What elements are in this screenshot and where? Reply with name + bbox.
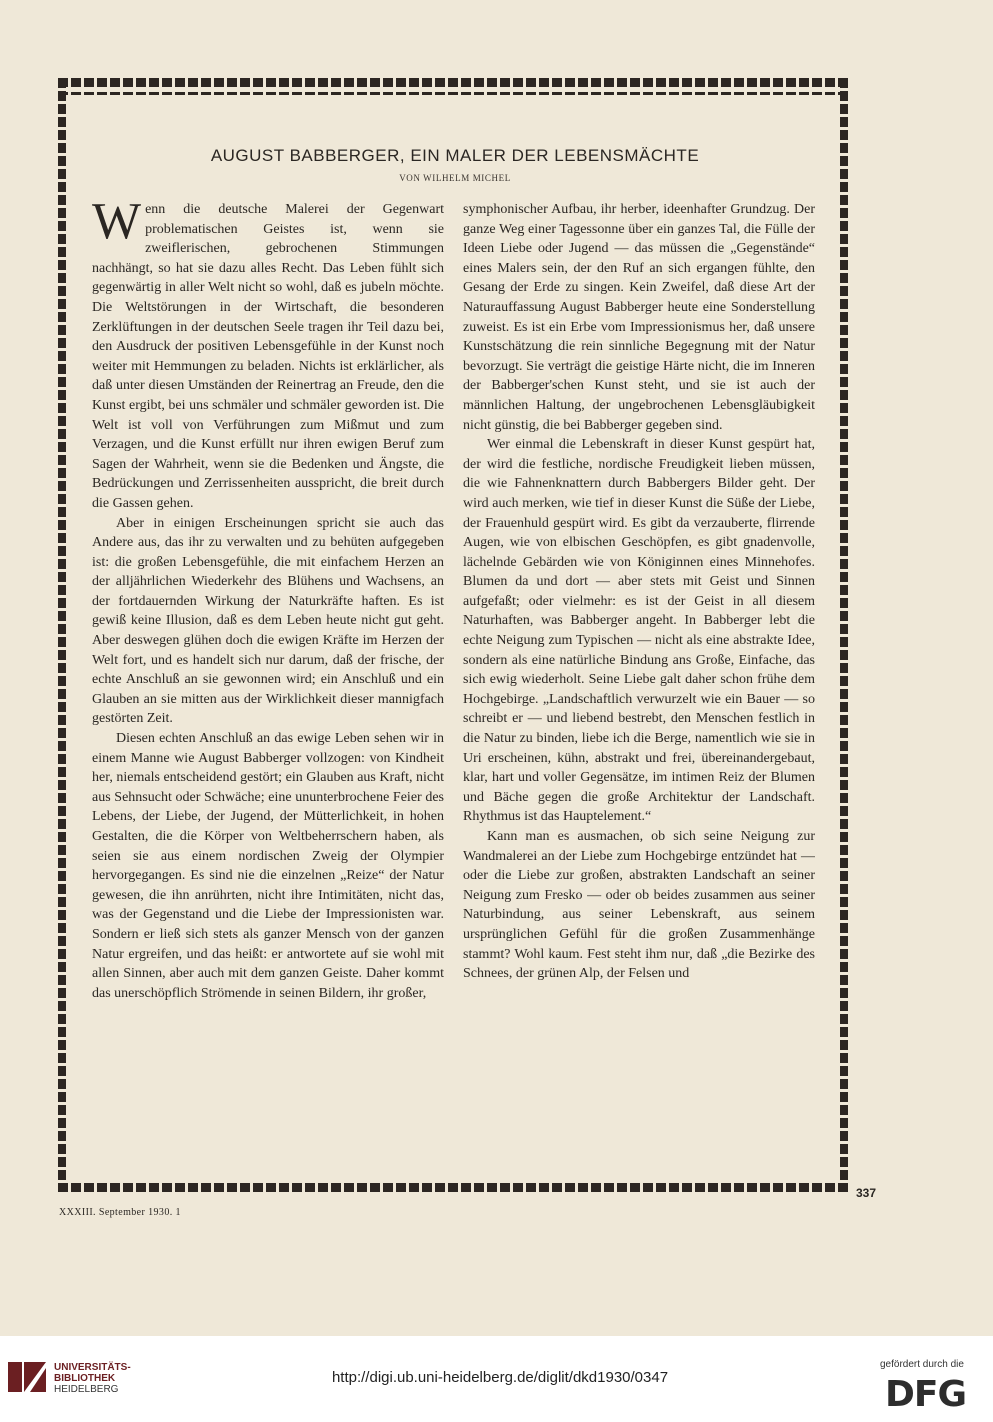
drop-cap: W: [92, 200, 142, 250]
text-column-left: [92, 200, 444, 1175]
paragraph: Wenn die deutsche Malerei der Gegenwart problematischen Geistes ist, wenn sie zweiflerischen, gebrochenen Stimmungen nachhängt, so hat sie dazu alles Recht. Das Leben fühlt sich gegenwärtig in aller Welt nicht so wohl, daß es jubeln möchte. Die Weltstörungen in der Wirtschaft, die besonderen Zerklüftungen in der deutschen Seele tragen ihr Teil dazu bei, den Ausdruck der positiven Lebensgefühle in der Kunst noch weiter mit Hemmungen zu beladen. Nichts ist erklärlicher, als daß unter diesen Umständen der Reinertrag an Freude, den die Kunst ergibt, bei uns schmäler und schmäler geworden ist. Die Welt ist voll von Verführungen zum Mißmut und zum Verzagen, und die Kunst erfüllt nur ihren ewigen Beruf zum Sagen der Wahrheit, wenn sie die Bedenken und Ängste, die Bedrückungen und Zerrissenheiten ausspricht, die breit durch die Gassen gehen.: [92, 200, 444, 511]
volume-line: XXXIII. September 1930. 1: [59, 1207, 181, 1218]
text-column-right: [463, 200, 815, 1175]
university-seal-icon: [6, 1356, 48, 1398]
paragraph: symphonischer Aufbau, ihr herber, ideenhafter Grundzug. Der ganze Weg einer Tagessonne über ein ganzes Tal, die Fülle der Ideen Liebe oder Jugend — das müssen die „Gegenstände“ eines Malers sein, der den Ruf an sich ergangen fühlte, den Gesang der Erde zu singen. Kein Zweifel, daß diese Art der Naturauffassung August Babberger heute eine Sonderstellung zuweist. Es ist ein Erbe vom Impressionismus her, daß unsere Kunstschätzung die rein sinnliche Begegnung mit der Natur bevorzugt. Sie verträgt die geistige Härte nicht, die im Inneren der Babberger'schen Kunst steht, und sie ist auch der männlichen Haltung, der ungebrochenen Lebensgläubigkeit nicht günstig, die bei Babberger gegeben sind.: [463, 202, 815, 433]
viewer-footer: [0, 1336, 993, 1422]
page-number: 337: [856, 1186, 877, 1200]
library-name: UNIVERSITÄTS- BIBLIOTHEK HEIDELBERG: [54, 1362, 131, 1395]
paragraph: Kann man es ausmachen, ob sich seine Neigung zur Wandmalerei an der Liebe zum Hochgebirge entzündet hat — oder die Liebe zur großen, abstrakten Landschaft an seiner Neigung zum Fresko — oder ob beides zusammen aus seiner Naturbindung, aus seiner Lebenskraft, aus seinem ursprünglichen Gefühl für die großen Zusammenhänge stammt? Wohl kaum. Fest steht ihm nur, daß „die Bezirke des Schnees, der grünen Alp, der Felsen und: [463, 829, 815, 982]
article-byline: VON WILHELM MICHEL: [399, 173, 511, 183]
source-url[interactable]: http://digi.ub.uni-heidelberg.de/diglit/dkd1930/0347: [331, 1369, 669, 1386]
paragraph: Wer einmal die Lebenskraft in dieser Kunst gespürt hat, der wird die festliche, nordische Freudigkeit lieben müssen, die wie Fahnenknattern durch Babbergers Bilder geht. Der wird auch merken, wie tief in dieser Kunst die Süße der Liebe, der Frauenhuld gespürt wird. Es gibt da verzauberte, flirrende Augen, wie von elbischen Geschöpfen, es gibt gnadenvolle, lächelnde Gebärden wie von Königinnen eines Minnehofes. Blumen da und dort — aber stets mit Geist und Sinnen aufgefaßt; oder vielmehr: es ist der Geist in all diesem Naturhaften, was Babberger angeht. In Babberger lebt die echte Neigung zum Typischen — nicht als eine abstrakte Idee, sondern als eine natürliche Bindung ans Große, Einfache, das sich ewig wiederholt. Seine Liebe galt daher schon frühe dem Hochgebirge. „Landschaftlich verwurzelt wie ein Bauer — so schreibt er — und liebend bestrebt, den Menschen festlich in die Natur zu binden, liebe ich die Berge, namentlich wie sie in Uri erscheinen, kühn, abstrakt und frei, übereinandergebaut, klar, hart und voller Gegensätze, im intimen Reiz der Blumen und Bäche gegen die große Architektur der Landschaft. Rhythmus ist das Hauptelement.“: [463, 437, 815, 825]
sponsor-label: gefördert durch die: [880, 1359, 964, 1370]
paragraph: Aber in einigen Erscheinungen spricht sie auch das Andere aus, das ihr zu verwalten und zu behüten aufgegeben ist: die großen Lebensgefühle, die mit einfachem Herzen an der alljährlichen Wiederkehr des Blühens und Wachsens, an der fortdauernden Wirkung der Naturkräfte haften. Es ist gewiß keine Illusion, daß es dem Leben heute nicht gut geht. Aber deswegen glühen doch die ewigen Kräfte im Herzen der Welt fort, und es handelt sich nur darum, daß der frische, der echte Anschluß an sie gewonnen wird; ein Anschluß und ein Glauben an sie mitten aus der Wirklichkeit dieser mannigfach gestörten Zeit.: [92, 515, 444, 727]
dfg-logo: DFG: [885, 1374, 967, 1415]
paragraph: Diesen echten Anschluß an das ewige Leben sehen wir in einem Manne wie August Babberger vollzogen: von Kindheit her, niemals entscheidend gestört; ein Glauben aus Kraft, nicht aus Sehnsucht oder Schwäche; eine ununterbrochene Feier des Lebens, der Liebe, der Jugend, der Mütterlichkeit, in hohen Gestalten, die die Körper von Weltbeherrschern haben, als seien sie aus einem nordischen Zweig der Olympier hervorgegangen. Es sind nie die einzelnen „Reize“ der Natur gewesen, die ihn anrührten, nicht ihre Intimitäten, nicht das, was der Gegenstand und die Liebe der Impressionisten war. Sondern er ließ sich stets als ganzer Mensch von der ganzen Natur ergreifen, und das heißt: er antwortete auf sie wohl mit allen Sinnen, aber auch mit dem ganzen Geiste. Daher kommt das unerschöpflich Strömende in seinen Bildern, ihr großer,: [92, 731, 444, 1001]
article-title: AUGUST BABBERGER, EIN MALER DER LEBENSMÄCHTE: [210, 146, 700, 165]
